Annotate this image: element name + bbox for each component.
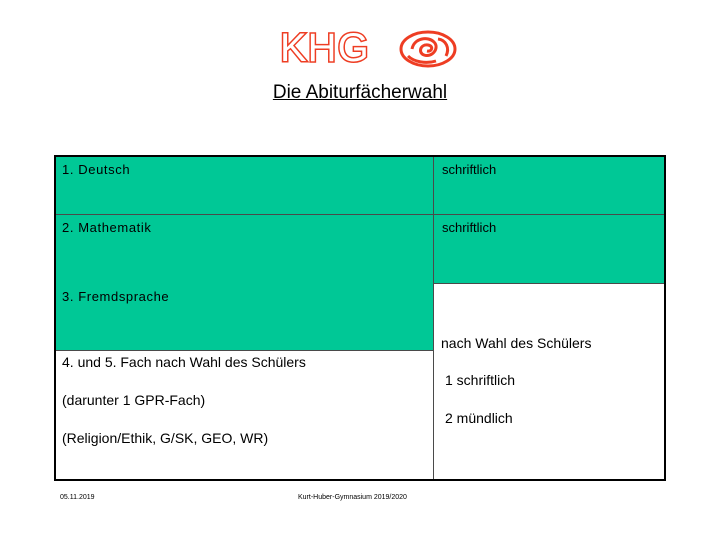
row-mathematik [56,215,433,284]
logo-text: KHG [280,26,370,70]
mode-deutsch-cell [433,157,664,215]
row-fremdsprache [56,284,433,351]
mode-deutsch: schriftlich [442,162,497,177]
row-wahlfaecher [56,351,433,479]
mode-mathematik: schriftlich [442,220,497,235]
mode-mathematik-cell [433,215,664,284]
row-deutsch [56,157,433,215]
footer-date: 05.11.2019 [60,494,95,501]
wahl-note: (darunter 1 GPR-Fach) [62,392,206,408]
page-title: Die Abiturfächerwahl [272,82,448,103]
school-logo [280,26,458,70]
wahl-heading: 4. und 5. Fach nach Wahl des Schülers [62,354,306,370]
subject-mathematik: 2. Mathematik [62,220,152,235]
wahl-examples: (Religion/Ethik, G/SK, GEO, WR) [62,430,269,446]
rose-icon [398,30,458,68]
footer-school: Kurt-Huber-Gymnasium 2019/2020 [298,494,407,501]
subject-table [54,155,666,481]
choice-column [433,284,664,479]
subject-deutsch: 1. Deutsch [62,162,131,177]
subject-fremdsprache: 3. Fremdsprache [62,289,170,304]
choice-heading: nach Wahl des Schülers [441,335,592,351]
choice-option-1: 1 schriftlich [445,372,516,388]
choice-option-2: 2 mündlich [445,410,513,426]
